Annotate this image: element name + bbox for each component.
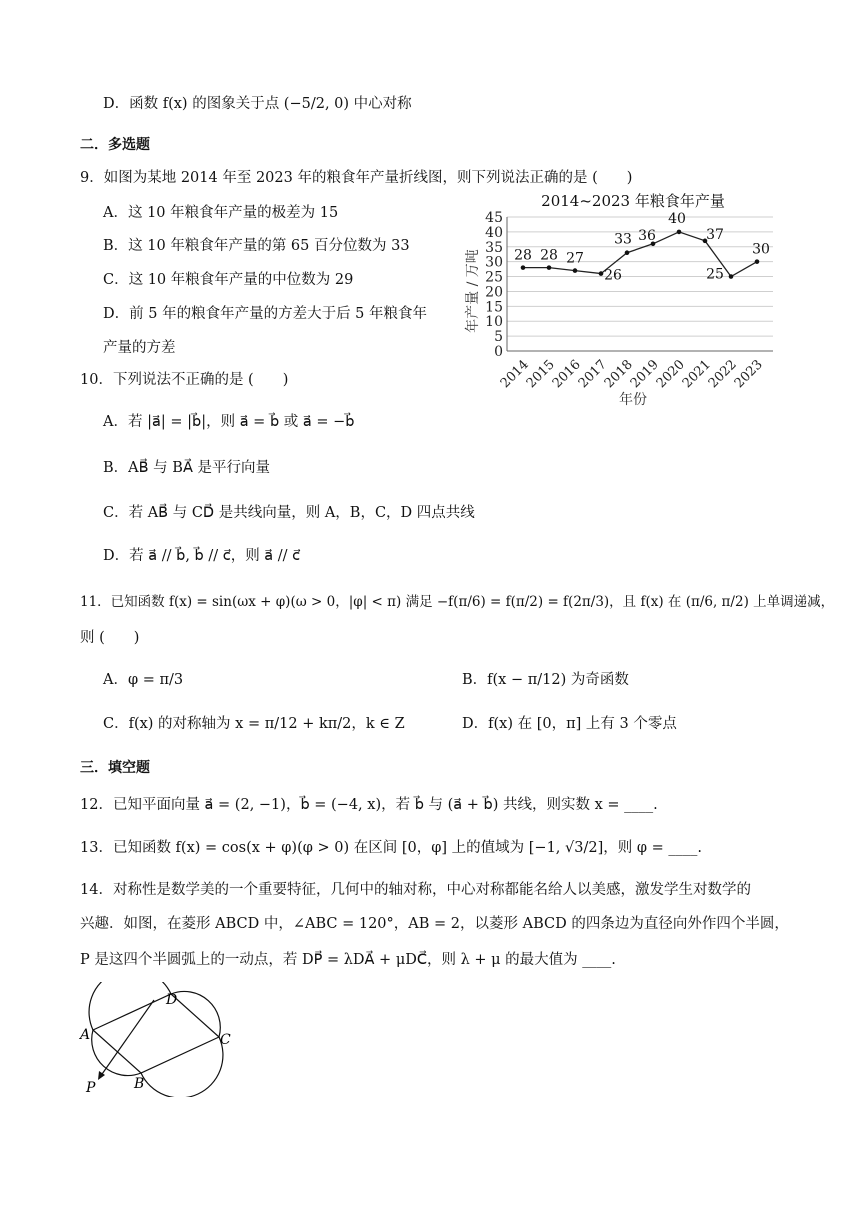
x-tick-label: 2015 — [523, 357, 558, 392]
x-tick-label: 2016 — [549, 357, 584, 392]
data-point — [625, 250, 630, 255]
x-tick-label: 2020 — [653, 357, 688, 392]
x-tick-label: 2014 — [497, 357, 532, 392]
data-label: 25 — [706, 266, 724, 283]
question-11-cont: 则 ( ) — [80, 630, 140, 646]
data-label: 28 — [540, 247, 558, 264]
x-tick-label: 2023 — [731, 357, 766, 392]
data-point — [599, 271, 604, 276]
y-tick-label: 15 — [485, 299, 503, 316]
y-tick-label: 0 — [494, 344, 503, 360]
q9-option-a: A．这 10 年粮食年产量的极差为 15 — [103, 205, 339, 221]
x-tick-label: 2018 — [601, 357, 636, 392]
data-label: 37 — [706, 226, 724, 243]
q11-option-c: C．f(x) 的对称轴为 x = π/12 + kπ/2，k ∈ Z — [103, 716, 405, 732]
label-b: B — [134, 1076, 145, 1092]
q10-option-b: B．AB⃗ 与 BA⃗ 是平行向量 — [103, 460, 270, 476]
x-tick-label: 2022 — [705, 357, 740, 392]
q9-option-d: D．前 5 年的粮食年产量的方差大于后 5 年粮食年 — [103, 306, 428, 322]
x-tick-label: 2021 — [679, 357, 714, 392]
chart-title: 2014~2023 年粮食年产量 — [541, 192, 725, 210]
semicircle-arcs — [89, 982, 223, 1097]
data-point — [521, 265, 526, 270]
data-point — [677, 230, 682, 235]
data-point — [755, 259, 760, 264]
label-c: C — [220, 1032, 231, 1048]
chart-ylabel: 年产量 / 万吨 — [465, 249, 481, 333]
y-tick-label: 5 — [494, 329, 503, 346]
data-point — [547, 265, 552, 270]
q9-option-c: C．这 10 年粮食年产量的中位数为 29 — [103, 272, 354, 288]
data-label: 36 — [638, 227, 656, 244]
y-tick-label: 35 — [485, 239, 503, 256]
data-label: 27 — [566, 250, 584, 267]
question-10: 10．下列说法不正确的是 ( ) — [80, 372, 289, 388]
q10-option-c: C．若 AB⃗ 与 CD⃗ 是共线向量，则 A，B，C，D 四点共线 — [103, 505, 475, 521]
data-point — [573, 268, 578, 273]
y-tick-label: 40 — [485, 224, 503, 241]
data-label: 33 — [614, 231, 632, 248]
section-3-title: 三．填空题 — [80, 760, 150, 776]
question-14-line3: P 是这四个半圆弧上的一动点，若 DP⃗ = λDA⃗ + μDC⃗，则 λ + μ 的最大值为 ____. — [80, 952, 616, 968]
rhombus-abcd — [93, 994, 219, 1073]
y-tick-label: 25 — [485, 269, 503, 286]
y-tick-label: 30 — [485, 254, 503, 271]
q10-option-d: D．若 a⃗ // b⃗, b⃗ // c⃗，则 a⃗ // c⃗ — [103, 548, 301, 564]
data-label: 40 — [668, 210, 686, 227]
question-14: 14．对称性是数学美的一个重要特征，几何中的轴对称，中心对称都能名给人以美感，激发学生对数学的 — [80, 882, 751, 898]
label-a: A — [80, 1027, 91, 1043]
label-d: D — [166, 992, 178, 1008]
x-tick-label: 2017 — [575, 357, 610, 392]
data-label: 30 — [752, 241, 770, 258]
q11-option-a: A．φ = π/3 — [103, 672, 184, 688]
data-label: 28 — [514, 247, 532, 264]
y-tick-label: 20 — [485, 284, 503, 301]
question-14-line2: 兴趣．如图，在菱形 ABCD 中，∠ABC = 120°，AB = 2，以菱形 ABCD 的四条边为直径向外作四个半圆， — [80, 916, 789, 932]
question-9: 9．如图为某地 2014 年至 2023 年的粮食年产量折线图，则下列说法正确的是 ( ) — [80, 170, 633, 186]
q9-option-b: B．这 10 年粮食年产量的第 65 百分位数为 33 — [103, 238, 410, 254]
q9-option-d-cont: 产量的方差 — [103, 340, 176, 356]
x-tick-label: 2019 — [627, 357, 662, 392]
q8-option-d: D．函数 f(x) 的图象关于点 (−5/2, 0) 中心对称 — [103, 96, 412, 112]
q10-option-a: A．若 |a⃗| = |b⃗|，则 a⃗ = b⃗ 或 a⃗ = −b⃗ — [103, 414, 355, 430]
q11-option-d: D．f(x) 在 [0，π] 上有 3 个零点 — [462, 716, 677, 732]
q11-option-b: B．f(x − π/12) 为奇函数 — [462, 672, 629, 688]
rhombus-semicircle-figure — [78, 982, 243, 1097]
y-tick-label: 10 — [485, 314, 503, 331]
question-11: 11．已知函数 f(x) = sin(ωx + φ)(ω > 0，|φ| < π) 满足 −f(π/6) = f(π/2) = f(2π/3)，且 f(x) 在 (π/6, π/2) 上单调递减， — [80, 594, 835, 610]
chart-xlabel: 年份 — [619, 392, 647, 408]
question-13: 13．已知函数 f(x) = cos(x + φ)(φ > 0) 在区间 [0，φ] 上的值域为 [−1, √3/2]，则 φ = ____. — [80, 840, 702, 856]
vector-dp — [100, 1000, 154, 1077]
question-12: 12．已知平面向量 a⃗ = (2, −1)，b⃗ = (−4, x)，若 b⃗ 与 (a⃗ + b⃗) 共线，则实数 x = ____. — [80, 797, 658, 813]
grain-output-line-chart — [455, 186, 785, 411]
y-tick-label: 45 — [485, 210, 503, 226]
data-label: 26 — [604, 267, 622, 284]
data-point — [729, 274, 734, 279]
label-p: P — [86, 1080, 96, 1096]
section-2-title: 二．多选题 — [80, 137, 150, 153]
